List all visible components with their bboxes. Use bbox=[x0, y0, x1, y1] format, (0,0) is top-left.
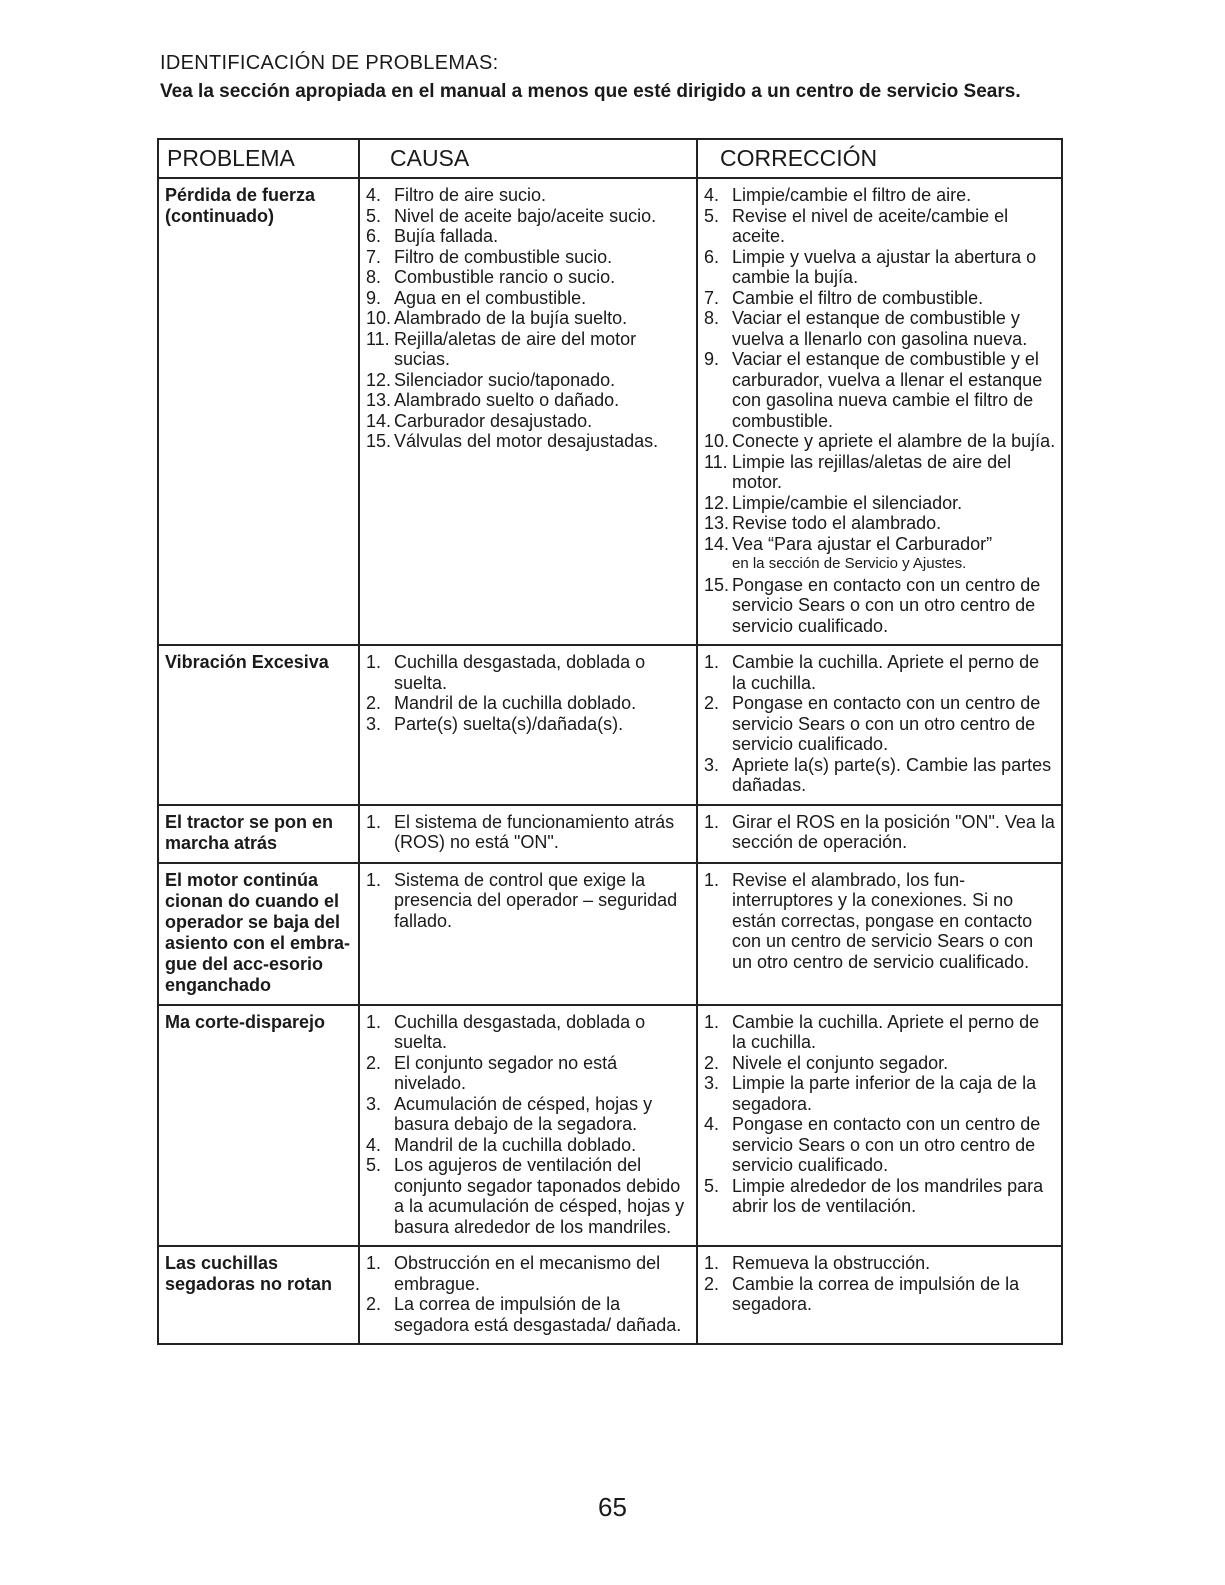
table-row bbox=[158, 1246, 1062, 1344]
correction-item bbox=[704, 870, 1057, 973]
item-number: 14. bbox=[704, 533, 730, 554]
correction-item bbox=[704, 1253, 1057, 1274]
cause-item bbox=[366, 288, 692, 309]
item-text: Filtro de aire sucio. bbox=[394, 185, 547, 205]
correction-cell bbox=[697, 805, 1062, 863]
item-number: 7. bbox=[366, 246, 382, 267]
item-number: 2. bbox=[704, 1052, 720, 1073]
correction-item bbox=[704, 513, 1057, 534]
correction-item bbox=[704, 812, 1057, 853]
item-text: Vaciar el estanque de combustible y el carburador, vuelva a llenar el estanque con gasolina nueva cambie el filtro de combustible. bbox=[732, 349, 1043, 431]
table-row bbox=[158, 805, 1062, 863]
item-number: 3. bbox=[704, 754, 720, 775]
correction-item bbox=[704, 1012, 1057, 1053]
item-text: Válvulas del motor desajustadas. bbox=[394, 431, 659, 451]
column-header-causa: CAUSA bbox=[359, 139, 697, 178]
item-text: Conecte y apriete el alambre de la bujía. bbox=[732, 431, 1056, 451]
page-number: 65 bbox=[598, 1492, 627, 1522]
cause-cell bbox=[359, 1246, 697, 1344]
item-text: Cuchilla desgastada, doblada o suelta. bbox=[394, 1011, 646, 1052]
correction-cell bbox=[697, 645, 1062, 805]
item-number: 1. bbox=[366, 1011, 382, 1032]
intro-text: Vea la sección apropiada en el manual a menos que esté dirigido a un centro de servicio Sears. bbox=[160, 81, 1021, 102]
correction-cell bbox=[697, 178, 1062, 645]
cause-item bbox=[366, 308, 692, 329]
table-row bbox=[158, 645, 1062, 805]
item-number: 11. bbox=[704, 451, 728, 472]
cause-item bbox=[366, 1012, 692, 1053]
table-row bbox=[158, 863, 1062, 1005]
problem-cell: Las cuchillas segadoras no rotan bbox=[158, 1246, 359, 1344]
item-text: Nivel de aceite bajo/aceite sucio. bbox=[394, 205, 657, 226]
item-number: 10. bbox=[366, 308, 392, 328]
item-number: 2. bbox=[366, 693, 382, 713]
item-number: 1. bbox=[704, 1011, 720, 1032]
cause-item bbox=[366, 431, 692, 452]
correction-item bbox=[704, 534, 1057, 575]
cause-item bbox=[366, 1135, 692, 1156]
item-text: Cambie el filtro de combustible. bbox=[732, 287, 984, 308]
item-number: 2. bbox=[366, 1294, 382, 1314]
item-number: 15. bbox=[704, 574, 730, 595]
item-text: Agua en el combustible. bbox=[394, 287, 587, 308]
item-text: Limpie/cambie el filtro de aire. bbox=[732, 185, 972, 205]
cause-item bbox=[366, 390, 692, 411]
item-number: 1. bbox=[366, 869, 382, 890]
item-text: Revise el alambrado, los fun- interruptores y la conexiones. Si no están correctas, pongase en contacto con un centro de servicio Sears o con un otro centro de servicio cualificado. bbox=[732, 869, 1034, 972]
item-text: Parte(s) suelta(s)/dañada(s). bbox=[394, 713, 624, 734]
correction-item bbox=[704, 575, 1057, 637]
cause-cell bbox=[359, 178, 697, 645]
correction-item bbox=[704, 288, 1057, 309]
cause-item bbox=[366, 714, 692, 735]
item-text: Girar el ROS en la posición "ON". Vea la sección de operación. bbox=[732, 811, 1055, 852]
table-header-row bbox=[158, 139, 1062, 178]
correction-item bbox=[704, 185, 1057, 206]
cause-item bbox=[366, 267, 692, 288]
correction-item bbox=[704, 652, 1057, 693]
item-text: Acumulación de césped, hojas y basura debajo de la segadora. bbox=[394, 1093, 653, 1134]
problem-cell: Vibración Excesiva bbox=[158, 645, 359, 805]
correction-cell bbox=[697, 1005, 1062, 1247]
item-number: 6. bbox=[704, 246, 720, 267]
item-text: El sistema de funcionamiento atrás (ROS) no está "ON". bbox=[394, 811, 675, 852]
correction-item bbox=[704, 452, 1057, 493]
item-number: 3. bbox=[366, 713, 382, 734]
correction-item bbox=[704, 1073, 1057, 1114]
item-text: Limpie y vuelva a ajustar la abertura o cambie la bujía. bbox=[732, 246, 1037, 287]
table-body bbox=[158, 178, 1062, 1344]
item-number: 15. bbox=[366, 431, 392, 451]
item-number: 3. bbox=[704, 1073, 720, 1093]
item-number: 1. bbox=[366, 652, 382, 672]
item-number: 9. bbox=[704, 349, 720, 369]
item-text: Filtro de combustible sucio. bbox=[394, 246, 613, 267]
cause-item bbox=[366, 812, 692, 853]
cause-item bbox=[366, 247, 692, 268]
item-number: 5. bbox=[704, 1175, 720, 1196]
item-number: 5. bbox=[366, 1155, 382, 1175]
problem-cell: El motor continúa cionan do cuando el operador se baja del asiento con el embra-gue del acc-esorio enganchado bbox=[158, 863, 359, 1005]
cause-item bbox=[366, 652, 692, 693]
item-note: en la sección de Servicio y Ajustes. bbox=[732, 555, 967, 572]
cause-item bbox=[366, 1155, 692, 1237]
item-text: Limpie la parte inferior de la caja de la segadora. bbox=[732, 1073, 1037, 1114]
page-heading: IDENTIFICACIÓN DE PROBLEMAS: bbox=[160, 52, 499, 74]
item-text: Alambrado suelto o dañado. bbox=[394, 390, 620, 410]
item-number: 5. bbox=[704, 205, 720, 226]
correction-item bbox=[704, 493, 1057, 514]
column-header-correccion: CORRECCIÓN bbox=[697, 139, 1062, 178]
item-number: 7. bbox=[704, 287, 720, 308]
item-number: 8. bbox=[366, 267, 382, 287]
item-text: Silenciador sucio/taponado. bbox=[394, 369, 616, 390]
cause-item bbox=[366, 185, 692, 206]
item-text: Apriete la(s) parte(s). Cambie las partes dañadas. bbox=[732, 754, 1052, 795]
correction-item bbox=[704, 755, 1057, 796]
item-number: 10. bbox=[704, 431, 730, 451]
troubleshooting-table bbox=[157, 138, 1063, 1345]
correction-item bbox=[704, 206, 1057, 247]
item-number: 2. bbox=[366, 1052, 382, 1073]
item-text: Revise el nivel de aceite/cambie el aceite. bbox=[732, 205, 1009, 246]
item-number: 4. bbox=[704, 1114, 720, 1134]
item-text: Limpie alrededor de los mandriles para abrir los de ventilación. bbox=[732, 1175, 1044, 1216]
correction-item bbox=[704, 349, 1057, 431]
item-text: Nivele el conjunto segador. bbox=[732, 1052, 949, 1073]
item-text: Combustible rancio o sucio. bbox=[394, 267, 616, 287]
cause-item bbox=[366, 370, 692, 391]
cause-cell bbox=[359, 1005, 697, 1247]
item-number: 3. bbox=[366, 1093, 382, 1114]
cause-item bbox=[366, 329, 692, 370]
item-number: 13. bbox=[704, 513, 730, 533]
item-text: Carburador desajustado. bbox=[394, 410, 593, 431]
correction-item bbox=[704, 1053, 1057, 1074]
cause-cell bbox=[359, 863, 697, 1005]
correction-item bbox=[704, 693, 1057, 755]
problem-cell: El tractor se pon en marcha atrás bbox=[158, 805, 359, 863]
column-header-problema: PROBLEMA bbox=[158, 139, 359, 178]
cause-item bbox=[366, 206, 692, 227]
correction-item bbox=[704, 431, 1057, 452]
item-text: Vea “Para ajustar el Carburador” bbox=[732, 533, 993, 554]
correction-item bbox=[704, 308, 1057, 349]
cause-item bbox=[366, 1294, 692, 1335]
item-text: Limpie las rejillas/aletas de aire del motor. bbox=[732, 451, 1012, 492]
problem-cell: Pérdida de fuerza (continuado) bbox=[158, 178, 359, 645]
table-row bbox=[158, 1005, 1062, 1247]
item-text: Cambie la correa de impulsión de la segadora. bbox=[732, 1273, 1020, 1314]
correction-item bbox=[704, 247, 1057, 288]
item-number: 4. bbox=[704, 185, 720, 205]
item-text: Vaciar el estanque de combustible y vuelva a llenarlo con gasolina nueva. bbox=[732, 308, 1028, 349]
correction-cell bbox=[697, 1246, 1062, 1344]
item-number: 1. bbox=[704, 869, 720, 890]
item-number: 14. bbox=[366, 410, 392, 431]
item-number: 13. bbox=[366, 390, 392, 410]
item-text: El conjunto segador no está nivelado. bbox=[394, 1052, 618, 1093]
item-number: 1. bbox=[704, 811, 720, 832]
item-number: 2. bbox=[704, 1273, 720, 1294]
item-text: Los agujeros de ventilación del conjunto segador taponados debido a la acumulación de césped, hojas y basura alrededor de los mandriles. bbox=[394, 1155, 685, 1237]
item-text: Revise todo el alambrado. bbox=[732, 513, 942, 533]
item-number: 9. bbox=[366, 287, 382, 308]
item-number: 2. bbox=[704, 693, 720, 713]
item-text: Mandril de la cuchilla doblado. bbox=[394, 1134, 637, 1155]
problem-cell: Ma corte-disparejo bbox=[158, 1005, 359, 1247]
item-text: Bujía fallada. bbox=[394, 226, 499, 246]
cause-item bbox=[366, 411, 692, 432]
correction-item bbox=[704, 1274, 1057, 1315]
item-text: Pongase en contacto con un centro de servicio Sears o con un otro centro de servicio cualificado. bbox=[732, 693, 1041, 754]
item-text: Pongase en contacto con un centro de servicio Sears o con un otro centro de servicio cualificado. bbox=[732, 1114, 1041, 1175]
item-number: 11. bbox=[366, 328, 390, 349]
cause-item bbox=[366, 870, 692, 932]
cause-item bbox=[366, 693, 692, 714]
cause-item bbox=[366, 1253, 692, 1294]
item-number: 1. bbox=[366, 1253, 382, 1273]
item-text: Obstrucción en el mecanismo del embrague. bbox=[394, 1253, 661, 1294]
item-number: 4. bbox=[366, 185, 382, 205]
item-text: Rejilla/aletas de aire del motor sucias. bbox=[394, 328, 637, 369]
item-text: Remueva la obstrucción. bbox=[732, 1253, 931, 1273]
item-text: La correa de impulsión de la segadora está desgastada/ dañada. bbox=[394, 1294, 682, 1335]
table-row bbox=[158, 178, 1062, 645]
item-text: Cuchilla desgastada, doblada o suelta. bbox=[394, 652, 646, 693]
item-number: 6. bbox=[366, 226, 382, 246]
item-number: 1. bbox=[366, 811, 382, 832]
cause-item bbox=[366, 1053, 692, 1094]
item-number: 8. bbox=[704, 308, 720, 328]
cause-cell bbox=[359, 805, 697, 863]
correction-item bbox=[704, 1176, 1057, 1217]
item-text: Sistema de control que exige la presencia del operador – seguridad fallado. bbox=[394, 869, 678, 931]
cause-item bbox=[366, 1094, 692, 1135]
cause-cell bbox=[359, 645, 697, 805]
cause-item bbox=[366, 226, 692, 247]
item-number: 4. bbox=[366, 1134, 382, 1155]
correction-cell bbox=[697, 863, 1062, 1005]
item-text: Alambrado de la bujía suelto. bbox=[394, 308, 628, 328]
item-text: Cambie la cuchilla. Apriete el perno de la cuchilla. bbox=[732, 1011, 1040, 1052]
item-number: 12. bbox=[704, 492, 730, 513]
correction-item bbox=[704, 1114, 1057, 1176]
item-number: 5. bbox=[366, 205, 382, 226]
item-number: 1. bbox=[704, 652, 720, 672]
item-text: Limpie/cambie el silenciador. bbox=[732, 492, 963, 513]
item-text: Cambie la cuchilla. Apriete el perno de la cuchilla. bbox=[732, 652, 1040, 693]
item-number: 1. bbox=[704, 1253, 720, 1273]
item-text: Mandril de la cuchilla doblado. bbox=[394, 693, 637, 713]
item-number: 12. bbox=[366, 369, 392, 390]
item-text: Pongase en contacto con un centro de servicio Sears o con un otro centro de servicio cualificado. bbox=[732, 574, 1041, 636]
